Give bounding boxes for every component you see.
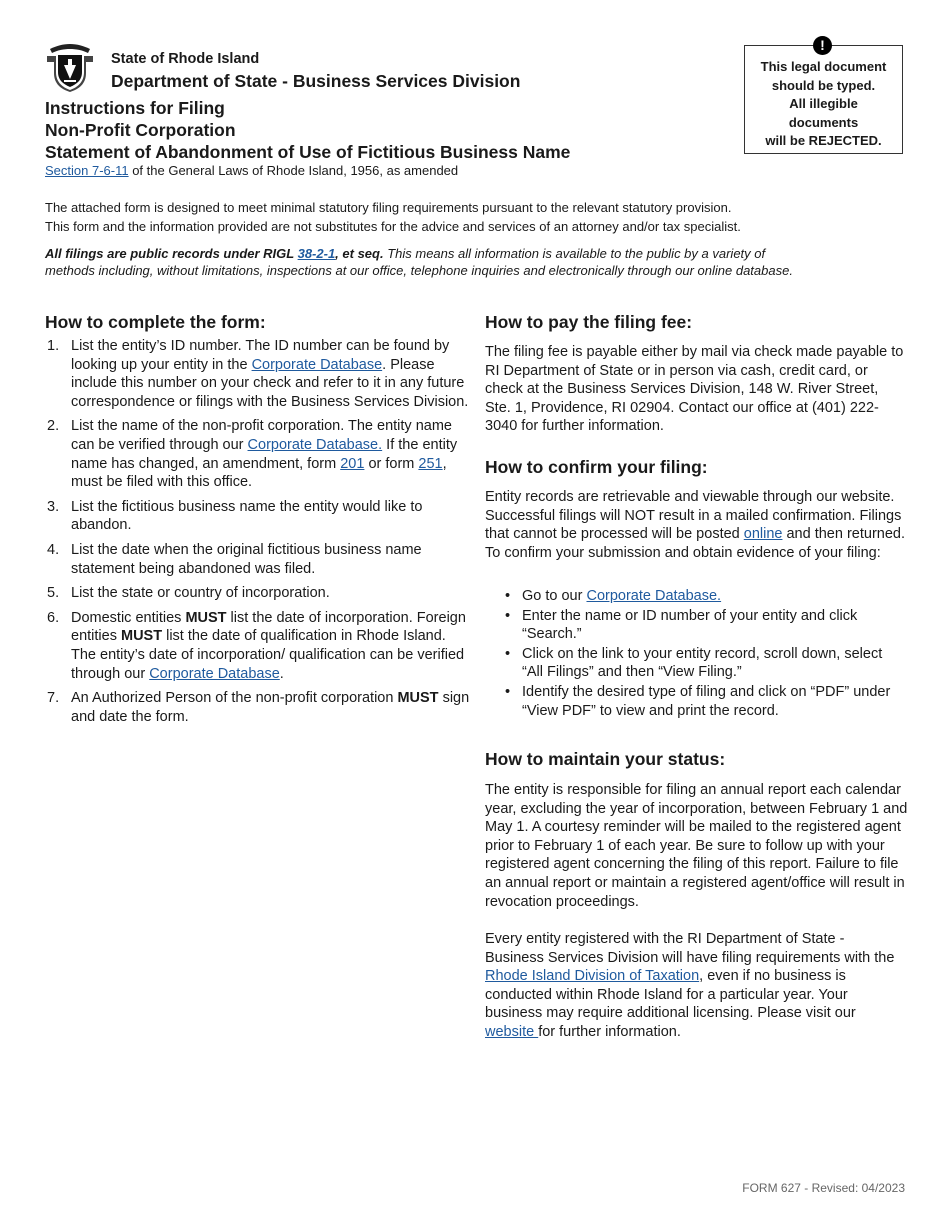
warning-line: All illegible	[789, 96, 858, 111]
form-number: FORM 627 - Revised: 04/2023	[742, 1181, 905, 1195]
pay-fee-text: The filing fee is payable either by mail via check made payable to RI Department of State or in person via cash, credit card, or check at the Business Services Division, 148 W. River Street, Ste. 1, Providence, RI 02904. Contact our office at (401) 222-3040 for further information.	[485, 344, 904, 435]
public-records-text: This means all information is available to the public by a variety of methods including, without limitations, inspections at our office, telephone inquiries and electronically through our online database.	[45, 246, 793, 278]
public-records-bold-suffix: , et seq.	[335, 246, 384, 261]
warning-line: should be typed.	[771, 77, 876, 93]
warning-line: documents	[788, 114, 859, 130]
rigl-link[interactable]: 38-2-1	[297, 246, 336, 261]
confirm-steps-list	[485, 587, 905, 721]
instructions-list	[45, 337, 470, 732]
maintain-status-heading: How to maintain your status:	[485, 749, 726, 769]
department-name: Department of State - Business Services Division	[111, 71, 521, 91]
public-records-bold: All filings are public records under RIGL	[45, 246, 298, 261]
corporate-database-link[interactable]: Corporate Database	[251, 356, 383, 373]
corporate-database-link[interactable]: Corporate Database	[149, 665, 280, 682]
list-item: 4. List the date when the original fictitious business name statement being abandoned was filed.	[47, 541, 422, 577]
list-item: • Identify the desired type of filing and click on “PDF” under “View PDF” to view and print the record.	[505, 683, 891, 719]
list-item: 6. Domestic entities MUST list the date of incorporation. Foreign entities MUST list the date of qualification in Rhode Island. The entity’s date of incorporation/ qualification can be verified through our Corporate Database.	[47, 609, 466, 682]
form-251-link[interactable]: 251	[418, 455, 443, 472]
warning-text	[744, 58, 903, 151]
intro-line: The attached form is designed to meet minimal statutory filing requirements pursuant to the relevant statutory provision.	[45, 200, 732, 215]
warning-line: This legal document	[760, 59, 887, 74]
list-item: • Enter the name or ID number of your entity and click “Search.”	[505, 607, 858, 643]
website-link[interactable]: website	[485, 1023, 539, 1040]
state-name: State of Rhode Island	[111, 51, 260, 67]
complete-form-heading: How to complete the form:	[45, 312, 266, 332]
confirm-filing-heading: How to confirm your filing:	[485, 457, 708, 477]
confirm-filing-text: Entity records are retrievable and viewable through our website. Successful filings will NOT result in a mailed confirmation. Filings that cannot be processed will be posted online and then returned. To confirm your submission and obtain evidence of your filing:	[485, 489, 905, 561]
public-records-notice	[45, 245, 815, 279]
corporate-database-link[interactable]: Corporate Database.	[247, 436, 383, 453]
title-line-3: Statement of Abandonment of Use of Fictitious Business Name	[45, 142, 571, 162]
warning-line: will be REJECTED.	[765, 133, 882, 148]
corporate-database-link[interactable]: Corporate Database.	[586, 588, 722, 604]
statute-reference	[45, 163, 458, 178]
taxation-link[interactable]: Rhode Island Division of Taxation	[485, 968, 700, 985]
form-201-link[interactable]: 201	[340, 455, 365, 472]
list-item: 1. List the entity’s ID number. The ID number can be found by looking up your entity in the Corporate Database. Please include this number on your check and refer to it in any future correspondence or filings with the Business Services Division.	[47, 338, 469, 410]
statute-link[interactable]: Section 7-6-11	[45, 163, 129, 178]
online-link[interactable]: online	[743, 526, 783, 543]
list-item: 3. List the fictitious business name the entity would like to abandon.	[47, 498, 423, 534]
pay-fee-heading: How to pay the filing fee:	[485, 312, 693, 332]
intro-line: This form and the information provided are not substitutes for the advice and services of an attorney and/or tax specialist.	[45, 219, 741, 234]
state-seal-icon	[44, 42, 96, 92]
list-item: • Go to our Corporate Database.	[505, 588, 722, 604]
title-line-1: Instructions for Filing	[45, 98, 225, 118]
intro-text	[45, 198, 825, 236]
taxation-text: Every entity registered with the RI Department of State - Business Services Division will have filing requirements with the Rhode Island Division of Taxation, even if no business is conducted within Rhode Island for a particular year. Your business may require additional licensing. Please visit our website for further information.	[485, 931, 895, 1040]
list-item: 2. List the name of the non-profit corporation. The entity name can be verified through our Corporate Database. If the entity name has changed, an amendment, form 201 or form 251, must be filed with this office.	[47, 418, 458, 491]
statute-text: of the General Laws of Rhode Island, 1956, as amended	[128, 163, 459, 178]
exclamation-icon: !	[813, 36, 832, 55]
title-line-2: Non-Profit Corporation	[45, 120, 236, 140]
list-item: 7. An Authorized Person of the non-profit corporation MUST sign and date the form.	[47, 690, 470, 725]
list-item: • Click on the link to your entity record, scroll down, select “All Filings” and then “View Filing.”	[505, 645, 883, 681]
maintain-status-text: The entity is responsible for filing an annual report each calendar year, excluding the year of incorporation, between February 1 and May 1. A courtesy reminder will be mailed to the registered agent prior to February 1 of each year. Be sure to follow up with your registered agent concerning the filing of this report. Failure to file an annual report or maintain a registered agent/office will result in revocation proceedings.	[485, 782, 908, 910]
list-item: 5. List the state or country of incorporation.	[47, 585, 330, 602]
